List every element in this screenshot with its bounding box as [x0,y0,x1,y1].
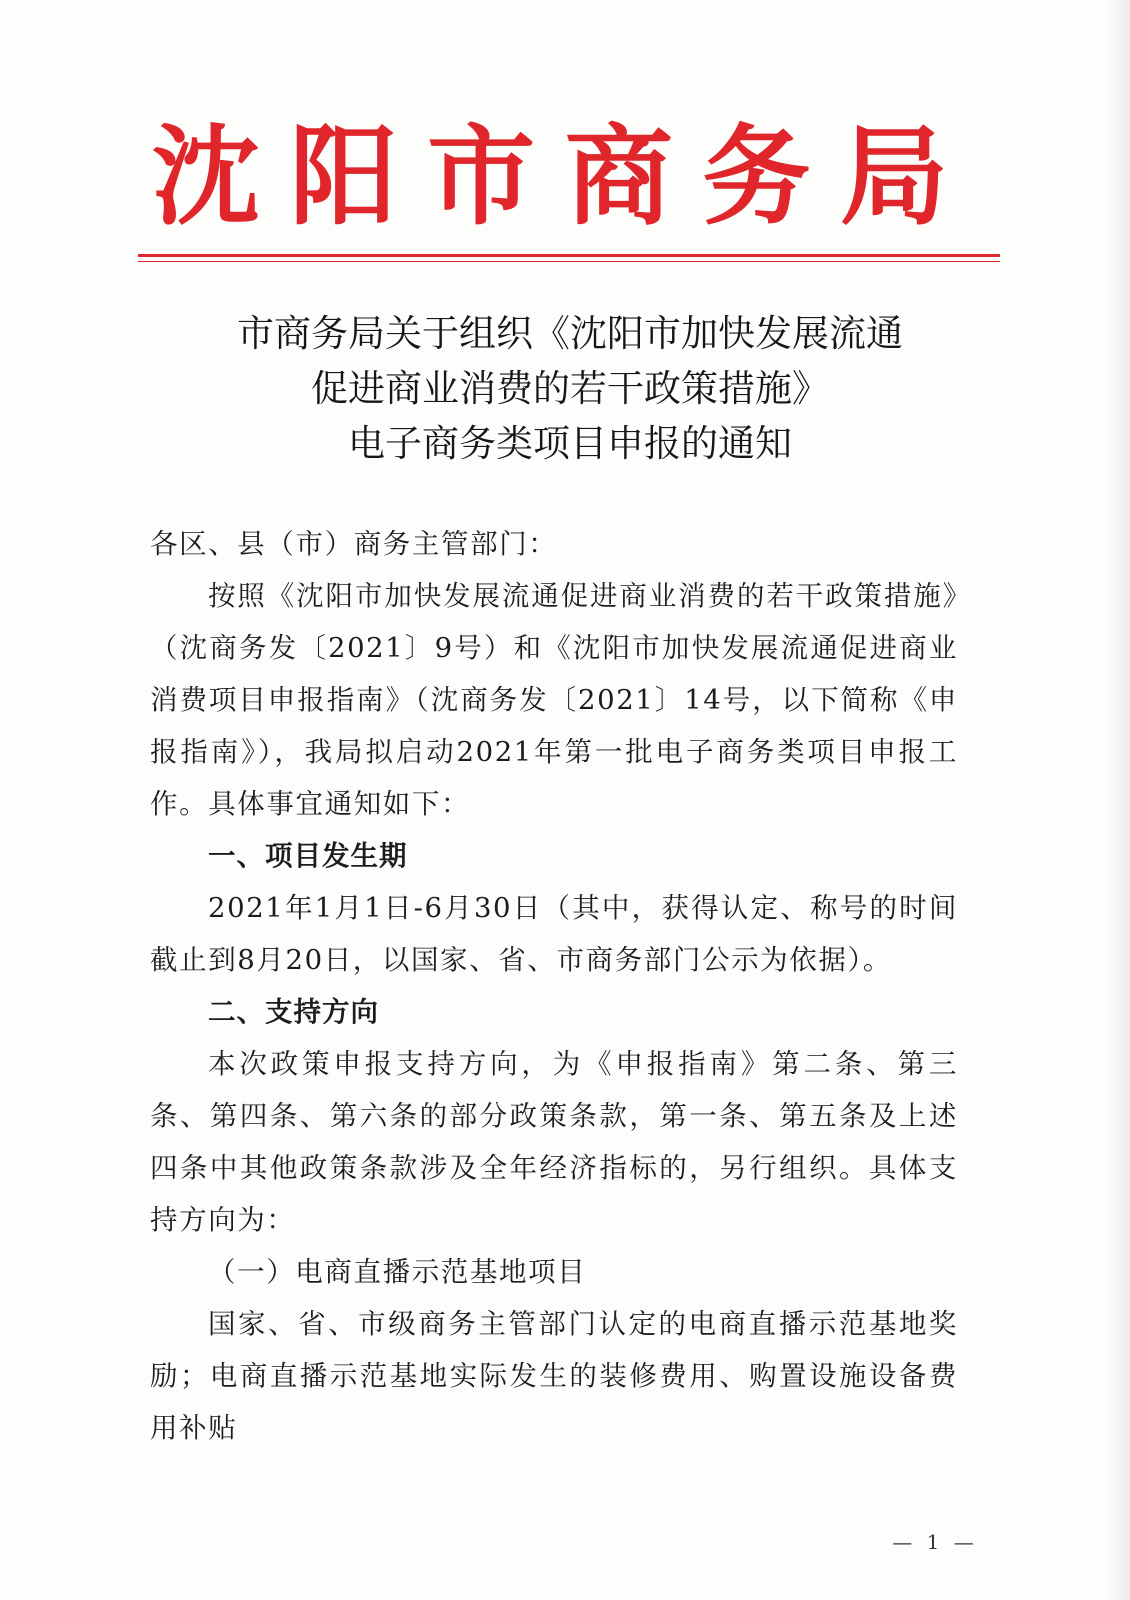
section-1-heading: 一、项目发生期 [208,840,408,872]
subsection-1-paragraph: 国家、省、市级商务主管部门认定的电商直播示范基地奖励；电商直播示范基地实际发生的装修费用、购置设施设备费用补贴 [150,1308,958,1444]
title-line-2: 促进商业消费的若干政策措施》 [311,367,829,410]
letterhead-char: 务 [702,115,811,240]
section-1-paragraph: 2021年1月1日-6月30日（其中，获得认定、称号的时间截止到8月20日，以国家、省、市商务部门公示为依据）。 [150,892,958,976]
letterhead-char: 沈 [151,115,260,240]
letterhead-char: 市 [427,115,536,240]
salutation: 各区、县（市）商务主管部门： [150,528,558,560]
letterhead-char: 阳 [289,115,398,240]
letterhead-red-rule-thin [138,261,1000,262]
title-line-1: 市商务局关于组织《沈阳市加快发展流通 [237,312,903,355]
page-number: — 1 — [892,1530,978,1554]
document-title [140,306,1000,471]
letterhead-red-rule [138,254,1000,257]
letterhead-char: 局 [839,115,948,240]
document-body [150,518,958,1454]
letterhead [150,115,950,240]
subsection-1-heading: （一）电商直播示范基地项目 [208,1256,587,1288]
letterhead-char: 商 [564,115,673,240]
intro-paragraph: 按照《沈阳市加快发展流通促进商业消费的若干政策措施》（沈商务发〔2021〕9号）和《沈阳市加快发展流通促进商业消费项目申报指南》（沈商务发〔2021〕14号，以下简称《申报指南》），我局拟启动2021年第一批电子商务类项目申报工作。具体事宜通知如下： [150,580,958,820]
scan-edge-shadow [1108,0,1130,1600]
section-2-heading: 二、支持方向 [208,996,379,1028]
title-line-3: 电子商务类项目申报的通知 [348,422,792,465]
section-2-paragraph: 本次政策申报支持方向，为《申报指南》第二条、第三条、第四条、第六条的部分政策条款，第一条、第五条及上述四条中其他政策条款涉及全年经济指标的，另行组织。具体支持方向为： [150,1048,958,1236]
